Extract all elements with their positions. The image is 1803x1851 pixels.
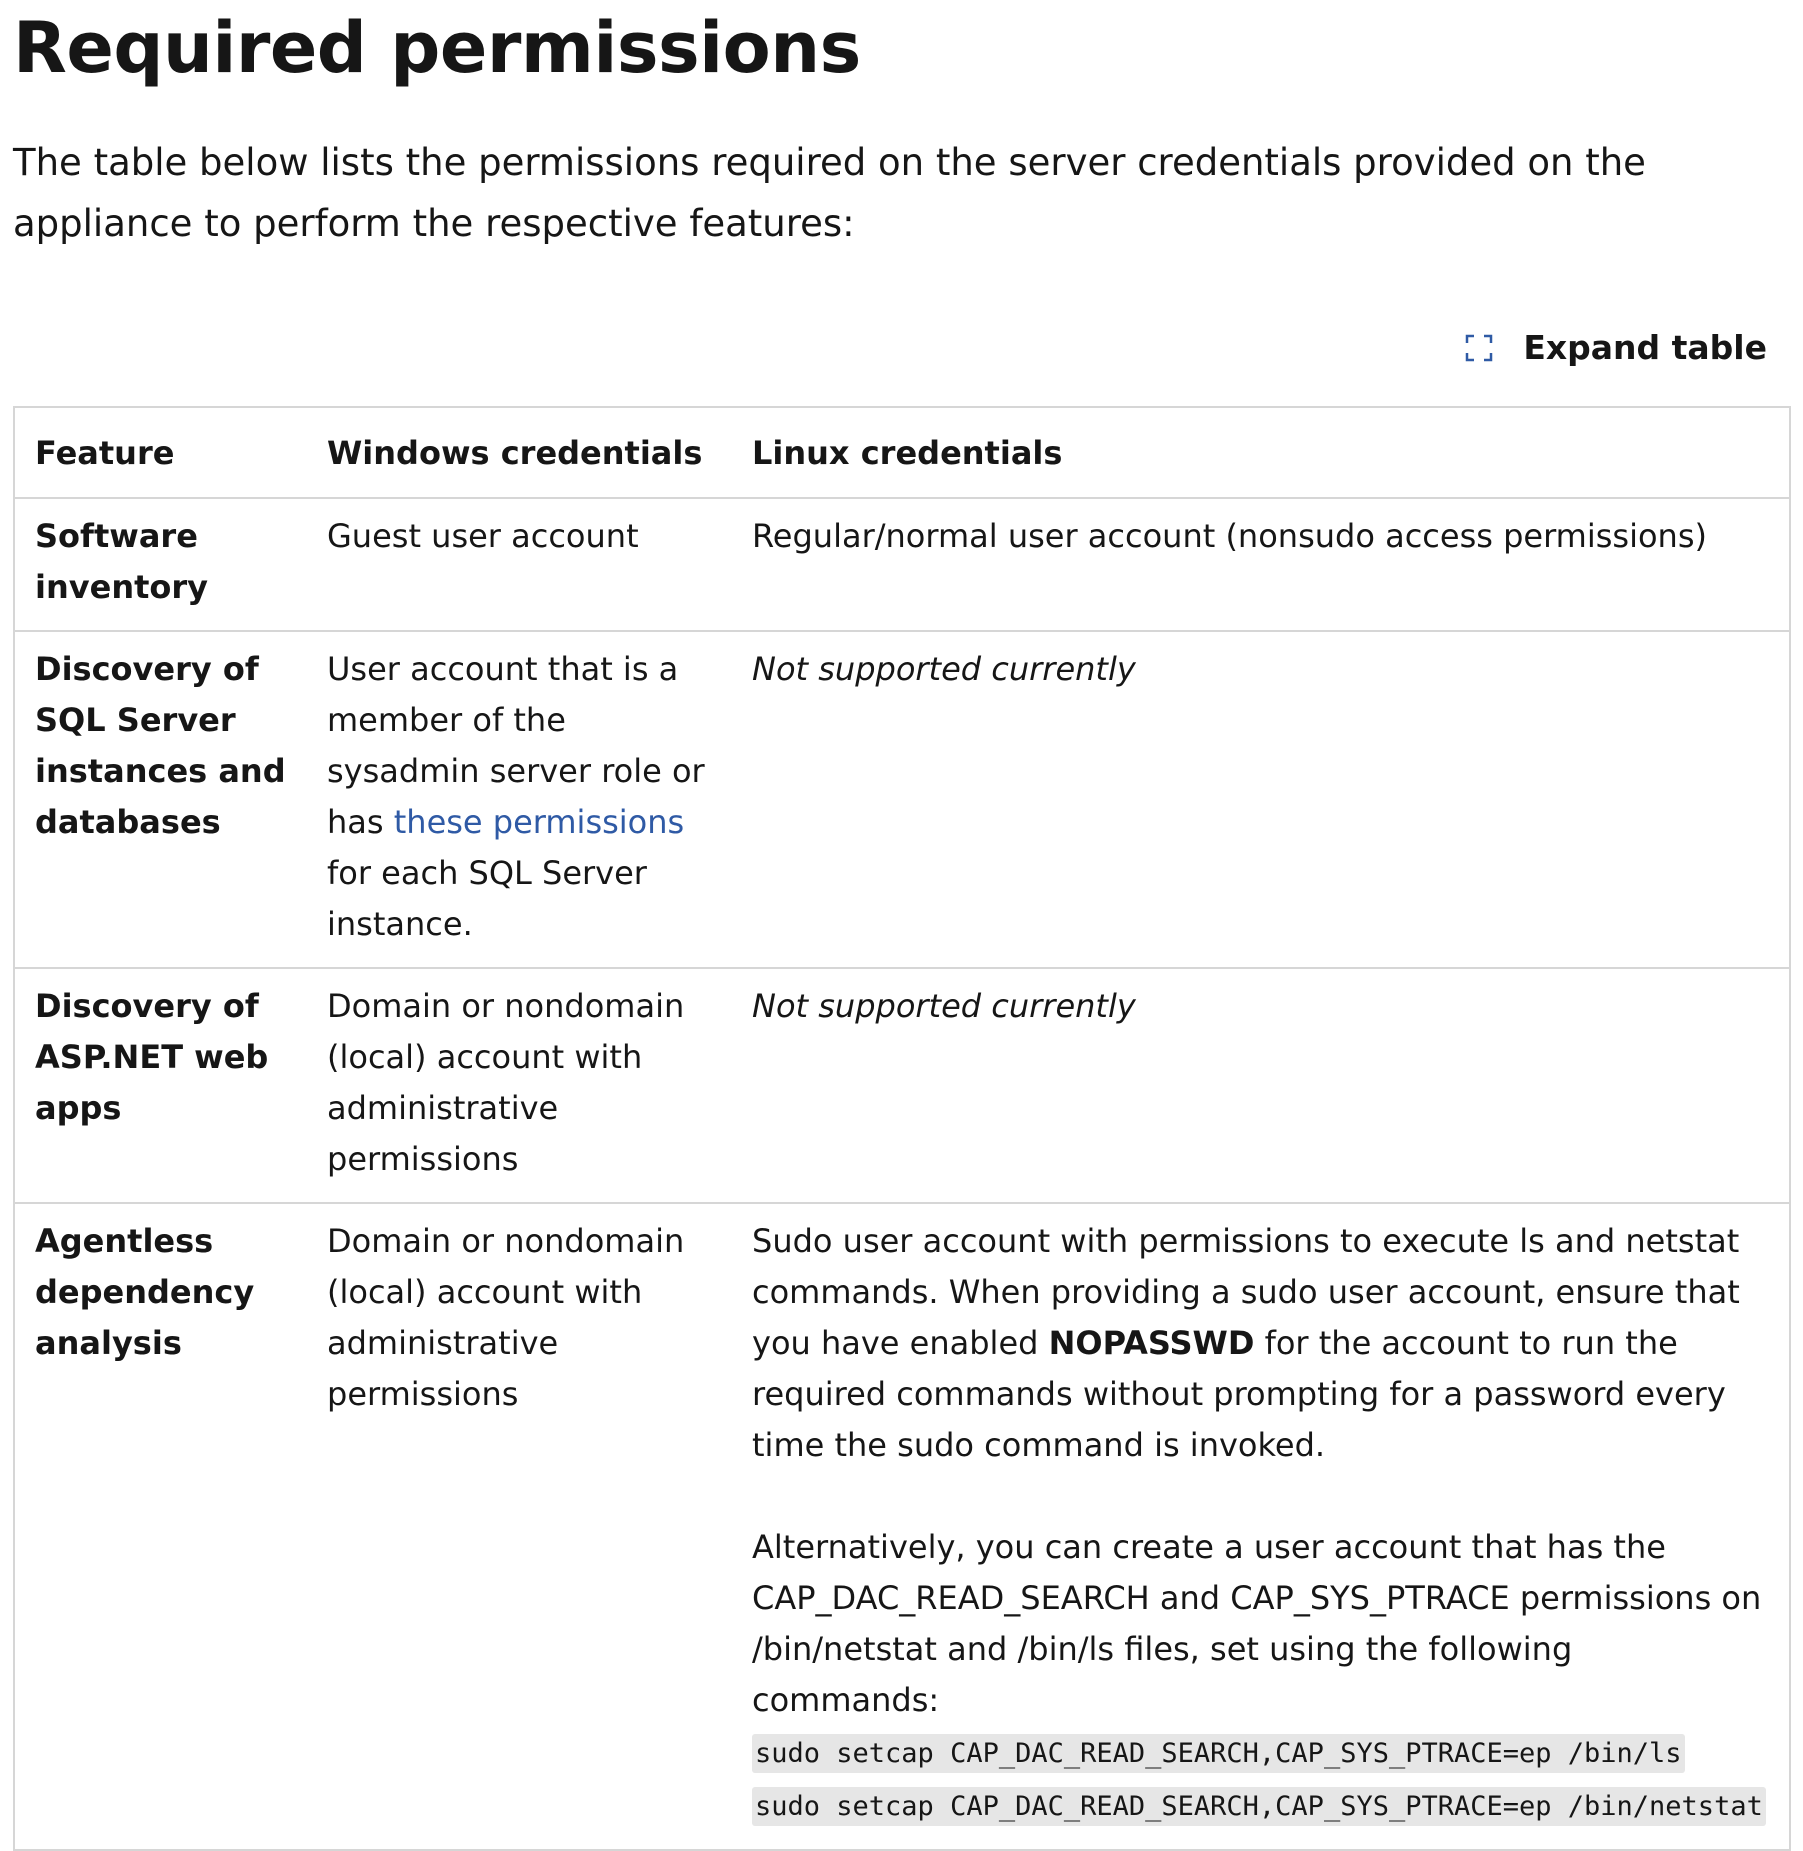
feature-cell: Agentless dependency analysis bbox=[14, 1203, 307, 1850]
expand-table-label: Expand table bbox=[1523, 328, 1767, 367]
expand-table-button[interactable] bbox=[1465, 324, 1767, 372]
linux-text: Sudo user account with permissions to execute ls and netstat commands. When providing a sudo user account, ensure that you have enabled bbox=[752, 1222, 1740, 1362]
code-snippet: sudo setcap CAP_DAC_READ_SEARCH,CAP_SYS_PTRACE=ep /bin/netstat bbox=[752, 1787, 1766, 1826]
intro-paragraph: The table below lists the permissions required on the server credentials provided on the appliance to perform the respective features: bbox=[13, 141, 1646, 245]
windows-text: User account that is a member of the sysadmin server role or has bbox=[327, 650, 705, 841]
table-header-row bbox=[14, 407, 1790, 498]
linux-cell: Not supported currently bbox=[732, 968, 1790, 1203]
feature-cell: Discovery of SQL Server instances and databases bbox=[14, 631, 307, 968]
linux-cell bbox=[732, 1203, 1790, 1850]
page-title: Required permissions bbox=[13, 7, 861, 89]
nopasswd-text: NOPASSWD bbox=[1048, 1324, 1255, 1362]
windows-cell bbox=[307, 631, 732, 968]
feature-cell: Software inventory bbox=[14, 498, 307, 631]
windows-cell: Domain or nondomain (local) account with administrative permissions bbox=[307, 968, 732, 1203]
expand-icon bbox=[1465, 334, 1493, 362]
linux-cell: Not supported currently bbox=[732, 631, 1790, 968]
linux-text: Alternatively, you can create a user account that has the CAP_DAC_READ_SEARCH and CAP_SYS_PTRACE permissions on /bin/netstat and /bin/ls files, set using the following commands: bbox=[752, 1528, 1762, 1719]
header-windows-credentials: Windows credentials bbox=[307, 407, 732, 498]
table-row bbox=[14, 968, 1790, 1203]
table-row bbox=[14, 631, 1790, 968]
header-feature: Feature bbox=[14, 407, 307, 498]
these-permissions-link[interactable]: these permissions bbox=[393, 803, 685, 841]
paragraph-gap bbox=[752, 1471, 1769, 1522]
code-snippet: sudo setcap CAP_DAC_READ_SEARCH,CAP_SYS_PTRACE=ep /bin/ls bbox=[752, 1734, 1685, 1773]
linux-cell: Regular/normal user account (nonsudo access permissions) bbox=[732, 498, 1790, 631]
header-linux-credentials: Linux credentials bbox=[732, 407, 1790, 498]
windows-text: for each SQL Server instance. bbox=[327, 854, 647, 943]
table-row bbox=[14, 1203, 1790, 1850]
permissions-table bbox=[13, 406, 1791, 1851]
windows-cell: Domain or nondomain (local) account with administrative permissions bbox=[307, 1203, 732, 1850]
windows-cell: Guest user account bbox=[307, 498, 732, 631]
linux-text: for the account to run the required commands without prompting for a password every time the sudo command is invoked. bbox=[752, 1324, 1726, 1464]
table-row bbox=[14, 498, 1790, 631]
feature-cell: Discovery of ASP.NET web apps bbox=[14, 968, 307, 1203]
